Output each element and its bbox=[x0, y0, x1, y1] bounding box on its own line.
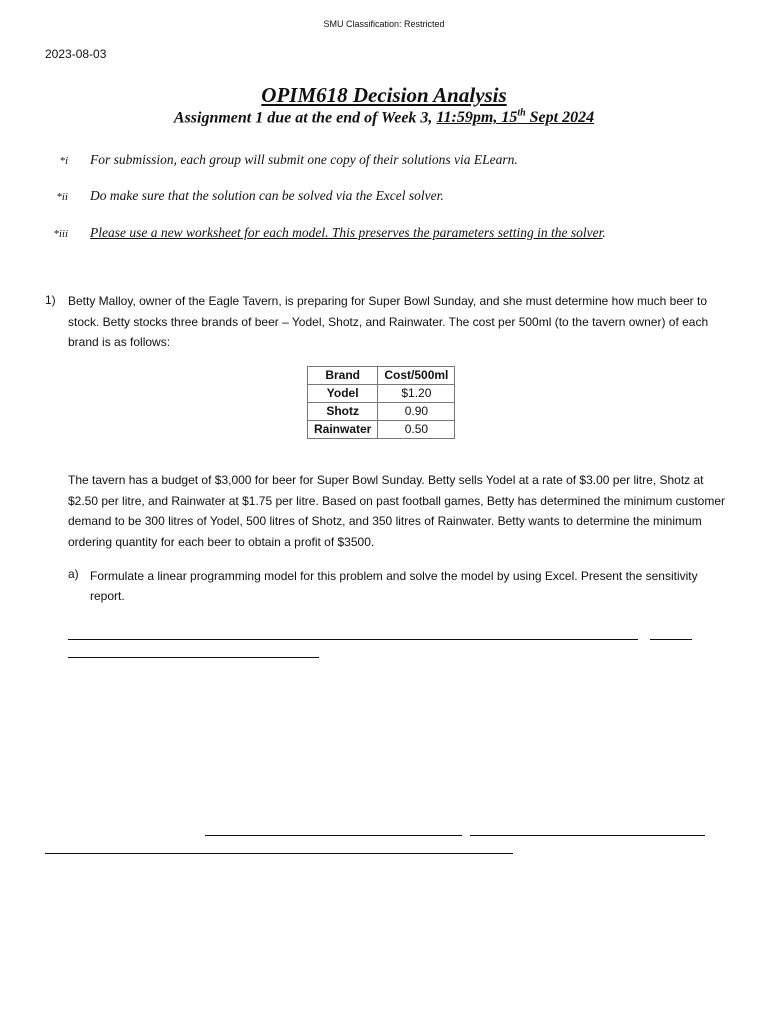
brand-cell: Rainwater bbox=[308, 421, 378, 439]
note-marker: *ii bbox=[56, 191, 68, 203]
answer-line bbox=[45, 853, 513, 854]
table-row bbox=[308, 385, 455, 403]
classification-label: SMU Classification: Restricted bbox=[323, 19, 445, 29]
table-header-row bbox=[308, 367, 455, 385]
document-date: 2023-08-03 bbox=[45, 47, 107, 61]
answer-line bbox=[650, 639, 692, 640]
note-worksheet bbox=[90, 225, 606, 241]
part-a-marker: a) bbox=[68, 567, 79, 581]
note-worksheet-period: . bbox=[602, 225, 606, 240]
document-title: OPIM618 Decision Analysis bbox=[261, 83, 507, 107]
answer-line bbox=[470, 835, 705, 836]
cost-cell: 0.90 bbox=[378, 403, 455, 421]
note-solver: Do make sure that the solution can be solved via the Excel solver. bbox=[90, 188, 444, 203]
note-worksheet-text: Please use a new worksheet for each model. This preserves the parameters setting in the solver bbox=[90, 225, 603, 240]
note-submission: For submission, each group will submit one copy of their solutions via ELearn. bbox=[90, 152, 518, 167]
answer-line bbox=[205, 835, 462, 836]
due-date bbox=[436, 109, 594, 126]
table-header-cost: Cost/500ml bbox=[378, 367, 455, 385]
table-header-brand: Brand bbox=[308, 367, 378, 385]
brand-cell: Yodel bbox=[308, 385, 378, 403]
question-intro: Betty Malloy, owner of the Eagle Tavern, is preparing for Super Bowl Sunday, and she must determine how much beer to stock. Betty stocks three brands of beer – Yodel, Shotz, and Rainwater. The cost per 500ml (to the tavern owner) of each brand is as follows: bbox=[68, 294, 709, 349]
answer-line bbox=[68, 639, 638, 640]
table-row bbox=[308, 403, 455, 421]
assignment-subtitle bbox=[0, 108, 768, 127]
ordinal-suffix: th bbox=[517, 108, 526, 119]
subtitle-prefix: Assignment 1 due at the end of Week 3, bbox=[173, 109, 437, 127]
due-month-year: Sept 2024 bbox=[525, 109, 595, 127]
table-row bbox=[308, 421, 455, 439]
brand-cost-table bbox=[307, 366, 455, 439]
part-a-text: Formulate a linear programming model for this problem and solve the model by using Excel. Present the sensitivity report. bbox=[90, 569, 698, 603]
question-number: 1) bbox=[45, 293, 56, 307]
question-body: The tavern has a budget of $3,000 for beer for Super Bowl Sunday. Betty sells Yodel at a rate of $3.00 per litre, Shotz at $2.50 per litre, and Rainwater at $1.75 per litre. Based on past football games, Betty has determined the minimum customer demand to be 300 litres of Yodel, 500 litres of Shotz, and 350 litres of Rainwater. Betty wants to determine the minimum ordering quantity for each beer to obtain a profit of $3500. bbox=[68, 473, 726, 549]
note-marker: *i bbox=[59, 155, 68, 167]
cost-cell: $1.20 bbox=[378, 385, 455, 403]
due-time: 11:59pm, 15 bbox=[436, 109, 518, 127]
brand-cell: Shotz bbox=[308, 403, 378, 421]
note-marker: *iii bbox=[53, 228, 68, 240]
cost-cell: 0.50 bbox=[378, 421, 455, 439]
answer-line bbox=[68, 657, 319, 658]
